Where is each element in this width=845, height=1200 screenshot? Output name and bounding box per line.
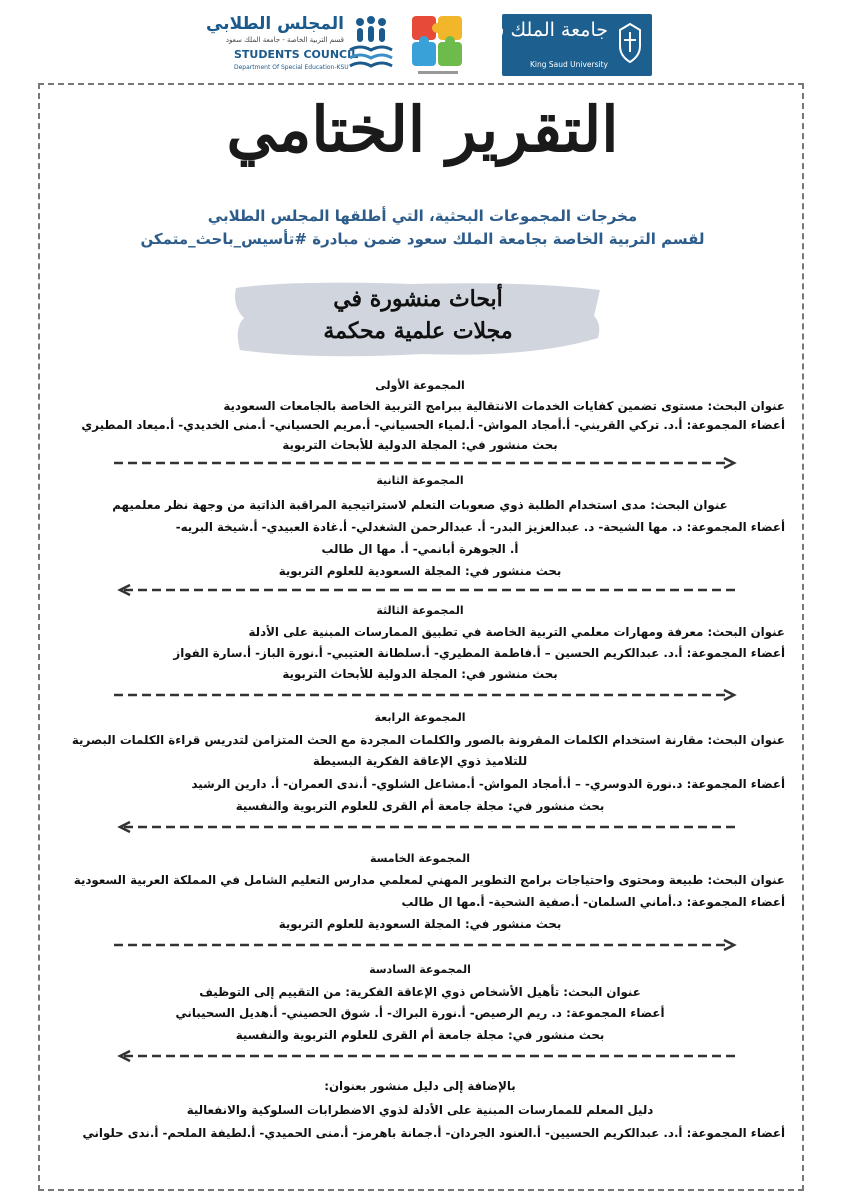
group-5-title: المجموعة الخامسة	[369, 852, 471, 865]
group-2-research: عنوان البحث: مدى استخدام الطلبة ذوي صعوبات التعلم لاستراتيجية المراقبة الذاتية من وجهة نظر معلميهم	[112, 498, 728, 512]
divider-arrow-left	[112, 820, 742, 834]
group-4-research-continued: للتلاميذ ذوي الإعاقة الفكرية البسيطة	[312, 754, 528, 768]
divider-arrow-right	[112, 938, 742, 952]
council-people-icon	[348, 14, 394, 72]
puzzle-logo-icon	[408, 12, 468, 80]
divider-arrow-right	[112, 688, 742, 702]
divider-arrow-left	[112, 583, 742, 597]
group-3-title: المجموعة الثالثة	[376, 604, 464, 617]
group-5-published: بحث منشور في: المجلة السعودية للعلوم التربوية	[278, 917, 562, 931]
group-6-members: أعضاء المجموعة: د. ريم الرصيص- أ.نورة البراك- أ. شوق الحصيني- أ.هديل السحيباني	[175, 1006, 665, 1020]
divider-arrow-left	[112, 1049, 742, 1063]
group-3-research: عنوان البحث: معرفة ومهارات معلمي التربية الخاصة في تطبيق الممارسات المبنية على الأدلة	[248, 625, 785, 639]
group-5-research: عنوان البحث: طبيعة ومحتوى واحتياجات برامج التطوير المهني لمعلمي مدارس التعليم الشامل في المملكة العربية السعودية	[73, 873, 785, 887]
published-heading-line-2: مجلات علمية محكمة	[323, 318, 513, 344]
ksu-english-name: King Saud University	[530, 60, 608, 69]
group-2-title: المجموعة الثانية	[376, 474, 464, 487]
council-arabic-name: المجلس الطلابي	[205, 14, 344, 34]
group-4-title: المجموعة الرابعة	[374, 711, 466, 724]
addition-heading: بالإضافة إلى دليل منشور بعنوان:	[324, 1079, 516, 1093]
group-4-members: أعضاء المجموعة: د.نورة الدوسري- – أ.أمجاد المواش- أ.مشاعل الشلوي- أ.ندى العمران- أ. دارين الرشيد	[191, 777, 785, 791]
ksu-seal-icon	[614, 22, 646, 66]
council-subtitle: قسم التربية الخاصة - جامعة الملك سعود	[225, 36, 344, 44]
group-2-members-continued: أ. الجوهرة أبانمي- أ. مها ال طالب	[321, 542, 519, 556]
ksu-arabic-name: جامعة الملك سعود	[461, 19, 608, 41]
students-council-logo	[205, 12, 398, 80]
logo-bar	[0, 12, 845, 82]
group-5-members: أعضاء المجموعة: د.أماني السلمان- أ.صفية الشحية- أ.مها ال طالب	[401, 895, 785, 909]
group-6-title: المجموعة السادسة	[369, 963, 471, 976]
group-1-members: أعضاء المجموعة: أ.د. تركي القريني- أ.أمجاد المواش- أ.لمياء الحسياني- أ.مريم الحسياني- أ.منى الخديدي- أ.ميعاد المطيري	[81, 418, 785, 432]
group-1-title: المجموعة الأولى	[375, 379, 465, 392]
divider-arrow-right	[112, 456, 742, 470]
council-english-name: STUDENTS COUNCIL	[234, 48, 359, 61]
intro-line-1: مخرجات المجموعات البحثية، التي أطلقها المجلس الطلابي	[207, 207, 638, 225]
group-1-published: بحث منشور في: المجلة الدولية للأبحاث التربوية	[282, 438, 558, 452]
ksu-logo	[461, 14, 652, 76]
group-6-published: بحث منشور في: مجلة جامعة أم القرى للعلوم التربوية والنفسية	[235, 1028, 605, 1042]
addition-members: أعضاء المجموعة: أ.د. عبدالكريم الحسيين- أ.العنود الجردان- أ.جمانة باهرمز- أ.منى الحميدي- أ.لطيفة الملحم- أ.ندى حلواني	[82, 1126, 785, 1140]
addition-guide-title: دليل المعلم للممارسات المبنية على الأدلة لذوي الاضطرابات السلوكية والانفعالية	[186, 1103, 654, 1117]
intro-line-2: لقسم التربية الخاصة بجامعة الملك سعود ضمن مبادرة #تأسيس_باحث_متمكن	[140, 230, 705, 248]
group-4-published: بحث منشور في: مجلة جامعة أم القرى للعلوم التربوية والنفسية	[235, 799, 605, 813]
group-3-members: أعضاء المجموعة: أ.د. عبدالكريم الحسين – أ.فاطمة المطيري- أ.سلطانة العتيبي- أ.نورة الباز- أ.سارة الفواز	[173, 646, 785, 660]
group-1-research: عنوان البحث: مستوى تضمين كفايات الخدمات الانتقالية ببرامج التربية الخاصة بالجامعات السعودية	[223, 399, 785, 413]
group-6-research: عنوان البحث: تأهيل الأشخاص ذوي الإعاقة الفكرية: من التقييم إلى التوظيف	[199, 985, 641, 999]
group-2-published: بحث منشور في: المجلة السعودية للعلوم التربوية	[278, 564, 562, 578]
group-3-published: بحث منشور في: المجلة الدولية للأبحاث التربوية	[282, 667, 558, 681]
group-4-research: عنوان البحث: مقارنة استخدام الكلمات المقرونة بالصور والكلمات المجردة مع الحث المتزامن لتدريس قراءة الكلمات البصرية	[71, 733, 785, 747]
council-department: Department Of Special Education-KSU	[234, 64, 349, 71]
page-title: التقرير الختامي	[226, 93, 619, 166]
group-2-members: أعضاء المجموعة: د. مها الشيحة- د. عبدالعزيز البدر- أ. عبدالرحمن الشغدلي- أ.غادة العبيدي- أ.شيخة البريه-	[175, 520, 785, 534]
published-heading-line-1: أبحاث منشورة في	[333, 286, 503, 312]
